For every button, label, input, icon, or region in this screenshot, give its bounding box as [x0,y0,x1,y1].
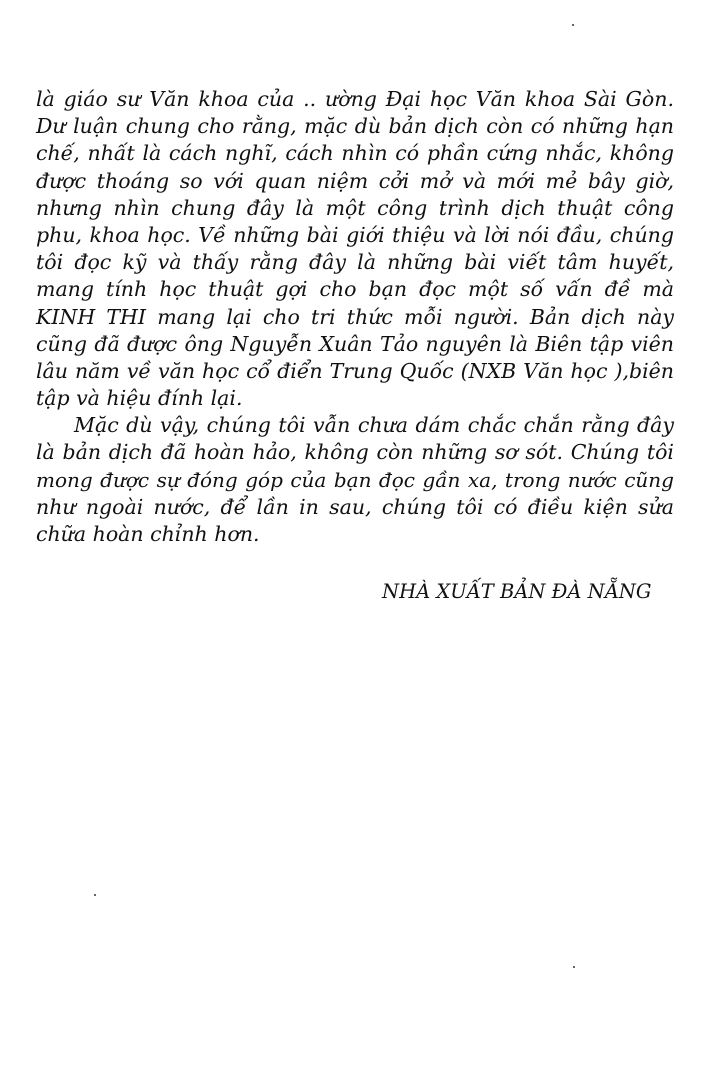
text-line: lâu năm về văn học cổ điển Trung Quốc (NXB Văn học ),biên [36,358,674,383]
scan-speck [94,894,96,896]
paragraph-1 [36,86,674,412]
text-line: chữa hoàn chỉnh hơn. [36,522,260,546]
text-line: nhưng nhìn chung đây là một công trình dịch thuật công [36,195,674,220]
text-line: là bản dịch đã hoàn hảo, không còn những sơ sót. Chúng tôi [36,440,674,465]
text-line: phu, khoa học. Về những bài giới thiệu và lời nói đầu, chúng [36,222,674,247]
text-line: Dư luận chung cho rằng, mặc dù bản dịch còn có những hạn [36,114,674,139]
text-line: cũng đã được ông Nguyễn Xuân Tảo nguyên là Biên tập viên [36,331,674,356]
text-line: mong được sự đóng góp của bạn đọc gần xa, trong nước cũng [36,467,674,492]
text-line: tập và hiệu đính lại. [36,386,243,411]
publisher-signature: NHÀ XUẤT BẢN ĐÀ NẴNG [382,580,652,603]
text-line: mang tính học thuật gợi cho bạn đọc một số vấn đề mà [36,277,674,302]
body-text [36,86,674,548]
text-line: chế, nhất là cách nghĩ, cách nhìn có phần cứng nhắc, không [36,141,674,166]
text-line: tôi đọc kỹ và thấy rằng đây là những bài viết tâm huyết, [36,250,674,275]
text-line: như ngoài nước, để lần in sau, chúng tôi có điều kiện sửa [36,494,674,519]
scan-speck [572,24,574,26]
scan-speck [573,966,575,968]
text-line: Mặc dù vậy, chúng tôi vẫn chưa dám chắc chắn rằng đây [74,413,674,438]
text-line: KINH THI mang lại cho tri thức mỗi người. Bản dịch này [36,304,674,329]
text-line: là giáo sư Văn khoa của .. ường Đại học Văn khoa Sài Gòn. [36,87,674,111]
paragraph-2 [36,412,674,548]
text-line: được thoáng so với quan niệm cởi mở và mới mẻ bây giờ, [36,168,674,193]
